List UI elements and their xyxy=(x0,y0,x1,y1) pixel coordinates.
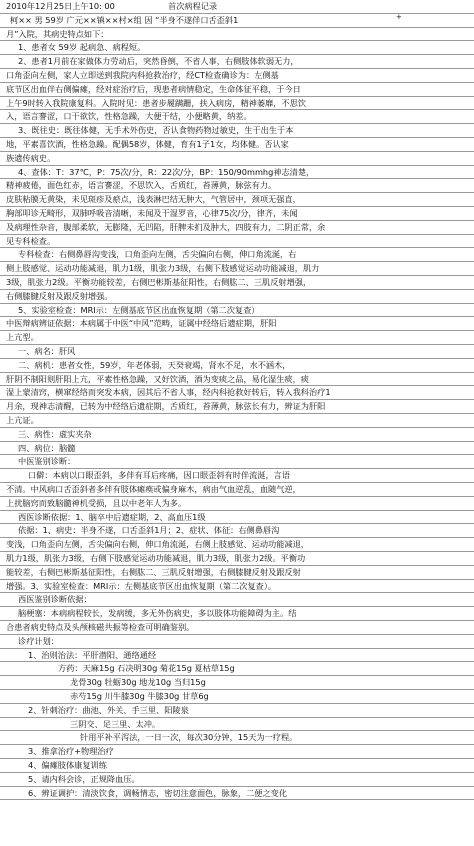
record-line xyxy=(0,345,474,359)
record-line xyxy=(0,745,474,759)
record-line xyxy=(0,290,474,304)
record-line-text: 脑梗塞：本病病程较长，发病缓，多无外伤病史，多以肢体功能障碍为主。结 xyxy=(18,608,297,619)
record-line xyxy=(0,97,474,111)
record-line-text: 入，语言謇涩，口干欲饮，性格急躁，大便干结，小便略黄，纳差。 xyxy=(6,111,252,122)
record-line xyxy=(0,580,474,594)
record-line-text: 3级，肌张力2级。平衡功能较差，右侧巴彬斯基征阳性，右侧肱二、三肌反射增强， xyxy=(6,277,312,288)
record-line-text: 西医诊断依据：1、脑卒中后遗症期，2、高血压1级 xyxy=(18,511,206,522)
record-line-text: 二、病机：患者女性，59岁，年老体弱，天癸衰竭，肾水不足，水不涵木， xyxy=(18,359,291,370)
record-line xyxy=(0,593,474,607)
record-line xyxy=(0,248,474,262)
record-line xyxy=(0,317,474,331)
record-line-text: 口僻：本病以口眼歪斜，多伴有耳后疼痛，因口眼歪斜有时伴流涎，言语 xyxy=(28,470,291,481)
record-line xyxy=(0,262,474,276)
record-line xyxy=(0,731,474,745)
plus-mark: + xyxy=(396,13,402,21)
record-line-text: 不清。中风病口舌歪斜者多伴有肢体瘫痪或偏身麻木，病由气血逆乱，血随气逆， xyxy=(6,484,301,495)
record-line xyxy=(0,359,474,373)
record-line xyxy=(0,414,474,428)
record-line-text: 侧上肢感觉、运动功能减退，肌力1级，肌张力3级，右侧下肢感觉运动功能减退，肌力 xyxy=(6,263,320,274)
record-line xyxy=(0,373,474,387)
record-line-text: 5、请内科会诊，正规降血压。 xyxy=(28,773,140,784)
record-line-text: 合患者病史特点及头颅核磁共振等检查可明确鉴别。 xyxy=(6,622,195,633)
record-line-text: 右侧膝腱反射及跟反射增强。 xyxy=(6,290,113,301)
record-line-text: 1、治则治法：平肝潜阳、通络通经 xyxy=(28,649,157,660)
record-line xyxy=(0,331,474,345)
record-line xyxy=(0,497,474,511)
record-line-text: 中医辩病辨证依据：本病属于中医“中风”范畴，证属中经络后遗症期，肝阳 xyxy=(6,318,277,329)
record-line xyxy=(0,690,474,704)
record-line xyxy=(0,566,474,580)
record-line xyxy=(0,538,474,552)
record-line-text: 一、病名：肝风 xyxy=(18,346,76,357)
record-line xyxy=(0,483,474,497)
record-line xyxy=(0,511,474,525)
record-line-text: 上扰脑窍而致脑髓神机受损，且以中老年人为多。 xyxy=(6,497,187,508)
record-line-text: 1、患者女 59岁 起病急、病程短。 xyxy=(18,42,146,53)
record-line-text: 族遗传病史。 xyxy=(6,152,56,163)
record-datetime: 2010年12月25日上午10: 00 xyxy=(6,1,115,11)
record-line-text: 及病理性杂音，腹部柔软，无膨隆，无凹陷，肝脾未扪及肿大，四肢有力，二阴正常，余 xyxy=(6,221,326,232)
record-line xyxy=(0,649,474,663)
record-line xyxy=(0,14,474,28)
record-line-text: 专科检查：右侧鼻唇沟变浅，口角歪向左侧，舌尖偏向右侧，伸口角流涎，右 xyxy=(18,249,297,260)
record-line xyxy=(0,179,474,193)
record-line-text: 方药：天麻15g 石决明30g 菊花15g 夏枯草15g xyxy=(58,663,235,674)
record-line-text: 5、实验室检查：MRI示：左侧基底节区出血恢复期（第二次复查） xyxy=(18,304,260,315)
record-line xyxy=(0,455,474,469)
record-line-text: 2、患者1月前在家做体力劳动后，突然昏倒，不省人事，右侧肢体软弱无力， xyxy=(18,56,299,67)
record-line-text: 三、病性：虚实夹杂 xyxy=(18,428,92,439)
record-line xyxy=(0,235,474,249)
record-line xyxy=(0,607,474,621)
record-line-text: 龙骨30g 牡蛎30g 地龙10g 当归15g xyxy=(70,677,206,688)
record-line xyxy=(0,69,474,83)
record-line xyxy=(0,386,474,400)
record-line xyxy=(0,207,474,221)
record-line-text: 能较差，右侧巴彬斯基征阳性，右侧肱二、三肌反射增强，右侧膝腱反射及跟反射 xyxy=(6,566,301,577)
record-line-text: 湿上蒙清窍，横窜经络而突发本病，因其后不省人事，经内科抢救好转后，转入我科治疗1 xyxy=(6,387,331,398)
record-header xyxy=(0,0,474,14)
record-line xyxy=(0,110,474,124)
record-line xyxy=(0,552,474,566)
record-line-text: 上午9时转入我院康复科。入院时见：患者步履蹒跚，扶入病房，精神萎靡，不思饮 xyxy=(6,97,306,108)
record-line xyxy=(0,138,474,152)
record-line-text: 肌力1级，肌张力3级，右侧下肢感觉运动功能减退，肌力3级，肌张力2级。平衡功 xyxy=(6,553,306,564)
record-line-text: 2、针刺治疗：曲池、外关、手三里、阳陵泉 xyxy=(28,704,189,715)
record-line xyxy=(0,662,474,676)
record-line xyxy=(0,304,474,318)
record-line xyxy=(0,676,474,690)
record-line-text: 四、病位：脑髓 xyxy=(18,442,76,453)
record-line-text: 变浅，口角歪向左侧，舌尖偏向右侧，伸口角流涎，右侧上肢感觉、运动功能减退， xyxy=(6,539,309,550)
record-line xyxy=(0,524,474,538)
record-line-text: 依据：1、病史：半身不遂，口舌歪斜1月；2、症状、体征：右侧鼻唇沟 xyxy=(18,525,280,536)
record-line xyxy=(0,221,474,235)
record-line-text: 见专科检查。 xyxy=(6,235,56,246)
record-title: 首次病程记录 xyxy=(168,1,218,11)
record-line-text: 上亢型。 xyxy=(6,332,39,343)
record-line-text: 肝阴不制阳则肝阳上亢，平素性格急躁，又好饮酒，酒为变痰之品，易化湿生痰，痰 xyxy=(6,373,309,384)
record-line-text: 中医鉴别诊断： xyxy=(18,456,76,467)
record-line xyxy=(0,442,474,456)
record-line xyxy=(0,55,474,69)
record-line-text: 柯×× 男 59岁 广元××镇××村×组 因 “半身不遂伴口舌歪斜1 xyxy=(10,14,239,25)
record-line-text: 底节区出血伴右侧偏瘫，经对症治疗后，现患者病情稳定，生命体征平稳，于今日 xyxy=(6,83,301,94)
record-line xyxy=(0,759,474,773)
record-line-text: 胸部叩诊无畸形，双肺呼吸音清晰，未闻及干湿罗音，心律75次/分，律齐，未闻 xyxy=(6,208,298,218)
record-line xyxy=(0,621,474,635)
record-line-text: 上亢证。 xyxy=(6,415,39,426)
record-line-text: 口角歪向左侧，家人立即送到我院内科抢救治疗，经CT检查确诊为：左侧基 xyxy=(6,70,279,80)
record-line xyxy=(0,400,474,414)
record-line xyxy=(0,193,474,207)
record-line-text: 3、既往史：既往体健，无手术外伤史，否认食物药物过敏史，生于出生于本 xyxy=(18,125,294,136)
record-line xyxy=(0,704,474,718)
record-line xyxy=(0,166,474,180)
record-line xyxy=(0,152,474,166)
record-line xyxy=(0,28,474,42)
record-line-text: 诊疗计划： xyxy=(18,635,59,646)
record-line-text: 增强。3、实验室检查：MRI示：左侧基底节区出血恢复期（第二次复查）。 xyxy=(6,580,277,591)
record-line-text: 针用平补平泻法，一日一次，每次30分钟，15天为一疗程。 xyxy=(80,732,298,743)
record-line-text: 4、偏瘫肢体康复训练 xyxy=(28,760,107,771)
record-line xyxy=(0,718,474,732)
record-line-text: 月”入院，其病史特点如下： xyxy=(6,28,109,39)
record-line-text: 6、辨证调护：清淡饮食，调畅情志，密切注意面色，脉象，二便之变化 xyxy=(28,787,288,798)
record-line xyxy=(0,773,474,787)
record-line-text: 地，平素喜饮酒，性格急躁。配偶58岁，体健，育有1子1女，均体健。否认家 xyxy=(6,139,289,149)
record-line-text: 3、推拿治疗+物理治疗 xyxy=(28,746,114,757)
record-line-text: 皮肤粘膜无黄染，未见斑疹及瘀点，浅表淋巴结无肿大，气管居中，颈项无强直， xyxy=(6,194,301,205)
record-line-text: 西医鉴别诊断依据： xyxy=(18,594,92,605)
record-line xyxy=(0,83,474,97)
record-line xyxy=(0,635,474,649)
record-line-text: 精神疲倦，面色红赤，语言謇涩，不思饮入，舌质红，苔薄黄，脉弦有力。 xyxy=(6,180,277,191)
record-line xyxy=(0,124,474,138)
record-line xyxy=(0,41,474,55)
record-line-text: 4、查体：T：37℃，P：75次/分，R：22次/分，BP：150/90mmhg神志清楚， xyxy=(18,166,315,177)
record-line-text: 三阴交、足三里、太冲。 xyxy=(70,718,161,729)
record-line xyxy=(0,428,474,442)
record-line xyxy=(0,787,474,801)
record-line-text: 赤芍15g 川牛膝30g 牛膝30g 甘草6g xyxy=(70,691,209,702)
record-line xyxy=(0,469,474,483)
record-line-text: 月余，现神志清醒，已转为中经络后遗症期，舌质红，苔薄黄，脉弦长有力，辨证为肝阳 xyxy=(6,401,326,412)
record-line xyxy=(0,276,474,290)
